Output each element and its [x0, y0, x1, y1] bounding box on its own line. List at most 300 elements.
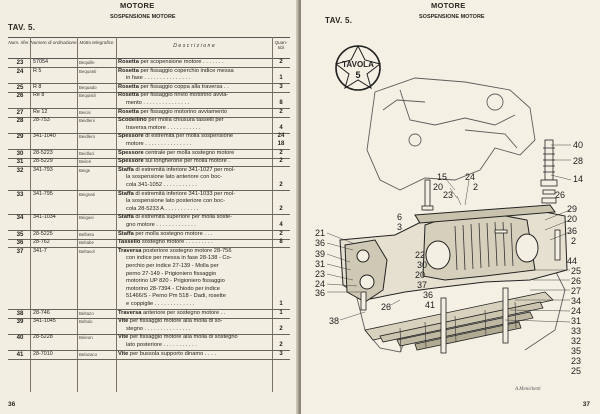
- table-row: [8, 167, 290, 190]
- callout-number: 23: [315, 269, 326, 279]
- part-number: 26: [16, 92, 24, 100]
- description-line: [116, 214, 272, 222]
- description-line: [116, 248, 272, 256]
- part-quantity: [272, 334, 290, 349]
- callout-number: 44: [567, 256, 578, 266]
- table-row: [8, 239, 290, 247]
- description-text: gno motore . . . . . . . . . . . . .: [126, 221, 196, 228]
- part-number: 23: [16, 59, 24, 66]
- description-text: la sospensione lato posteriore con boc-: [126, 198, 225, 205]
- part-quantity: [272, 214, 290, 229]
- part-description: [116, 191, 272, 214]
- order-code: 28-746: [33, 309, 50, 316]
- description-term: Rosetta: [118, 92, 139, 99]
- callout-number: 33: [571, 326, 582, 336]
- callout-number: 2: [571, 236, 577, 246]
- callout-number: 40: [573, 140, 584, 150]
- part-quantity: [272, 310, 290, 318]
- description-text: centrale per molla sostegno motore: [143, 149, 235, 156]
- quantity-value: [272, 263, 290, 271]
- part-number: 25: [16, 83, 24, 91]
- order-code: Re 12: [33, 108, 48, 115]
- part-quantity: [272, 117, 290, 132]
- callout-number: 29: [567, 204, 578, 214]
- callout-number: 26: [381, 302, 392, 312]
- col-desc-header: D e s c r i z i o n e: [173, 43, 215, 49]
- callout-number: 23: [571, 356, 582, 366]
- telegraphic-code: Bequanti: [79, 68, 97, 74]
- right-tav-label: TAV. 5.: [325, 16, 353, 25]
- description-text: mento . . . . . . . . . . . . . . .: [126, 99, 190, 106]
- right-page: [301, 0, 600, 414]
- description-term: Scodellino: [118, 117, 147, 124]
- description-line: [116, 109, 272, 117]
- telegraphic-code: Bequistil: [79, 93, 96, 99]
- description-line: [116, 255, 272, 263]
- description-text: di estremità inferiore 341-1027 per mol-: [133, 166, 235, 173]
- quantity-value: [272, 117, 290, 125]
- left-page-header: MOTORE: [120, 1, 155, 10]
- part-number: 31: [16, 158, 24, 166]
- quantity-value: [272, 278, 290, 286]
- part-number: 24: [16, 67, 24, 75]
- telegraphic-code: Beidleni: [79, 118, 95, 124]
- description-text: in fase . . . . . . . . . . . . . . .: [126, 75, 191, 82]
- col-num-header: Num. rifer.: [8, 40, 30, 45]
- part-quantity: [272, 351, 290, 359]
- description-text: di estremità per molla sospensione: [143, 133, 234, 140]
- description-line: [116, 167, 272, 175]
- part-description: [116, 92, 272, 107]
- quantity-value: [272, 92, 290, 100]
- callout-number: 24: [465, 172, 476, 182]
- description-line: [116, 158, 272, 166]
- description-text: per fissaggio coperchio indice messa: [138, 67, 234, 74]
- col-qty-header: Quan- tità: [274, 40, 288, 51]
- callout-number: 35: [571, 346, 582, 356]
- telegraphic-code: Beltulo: [79, 319, 93, 325]
- quantity-value: 2: [279, 181, 283, 188]
- description-text: per fissaggio motorino avviamento: [138, 108, 228, 115]
- part-description: [116, 310, 272, 318]
- description-term: Spessore: [118, 158, 144, 165]
- left-page-number: 36: [8, 401, 16, 408]
- description-text: stegno . . . . . . . . . . . . . . .: [126, 325, 191, 332]
- description-line: [116, 84, 272, 92]
- description-text: di estremità inferiore 341-1033 per mol-: [133, 190, 235, 197]
- table-row: [8, 231, 290, 239]
- left-page-subheader: SOSPENSIONE MOTORE: [110, 14, 176, 20]
- callout-number: 2: [473, 182, 479, 192]
- order-code: 28-7010: [33, 350, 53, 357]
- description-line: [116, 117, 272, 125]
- part-quantity: [272, 231, 290, 239]
- description-term: Rosetta: [118, 67, 139, 74]
- telegraphic-code: Beige: [79, 167, 91, 173]
- quantity-value: 24: [277, 133, 285, 140]
- callout-number: 23: [443, 190, 454, 200]
- callout-number: 27: [571, 286, 582, 296]
- part-number: 27: [16, 108, 24, 116]
- table-row: [8, 310, 290, 318]
- quantity-value: [272, 191, 290, 199]
- part-description: [116, 150, 272, 158]
- order-code: 341-793: [33, 166, 53, 173]
- callout-number: 3: [397, 222, 403, 232]
- quantity-value: 2: [279, 230, 283, 237]
- order-code: 341-7: [33, 247, 47, 254]
- telegraphic-code: Bequille: [79, 60, 95, 65]
- order-code: 341-795: [33, 190, 53, 197]
- description-term: Vite: [118, 350, 129, 357]
- callout-number: 22: [415, 250, 426, 260]
- description-line: [116, 293, 272, 301]
- part-quantity: [272, 109, 290, 117]
- description-text: motorino UP 820 - Prigioniero fissaggio: [126, 278, 225, 285]
- description-term: Staffa: [118, 190, 134, 197]
- description-text: lato posteriore . . . . . . . . . . .: [126, 341, 197, 348]
- part-quantity: [272, 167, 290, 190]
- badge-word: TAVOLA: [342, 60, 374, 69]
- part-description: [116, 214, 272, 229]
- quantity-value: 2: [279, 341, 283, 348]
- order-code: 28-5225: [33, 230, 53, 237]
- quantity-value: 8: [279, 239, 283, 246]
- order-code: 28-5223: [33, 149, 53, 156]
- part-description: [116, 231, 272, 239]
- description-text: per fissaggio coppa alla traversa . .: [138, 83, 229, 90]
- part-number: 38: [16, 309, 24, 317]
- table-row: [8, 214, 290, 229]
- table-row: [8, 92, 290, 107]
- part-quantity: [272, 239, 290, 247]
- tavola-badge: [336, 46, 380, 90]
- quantity-value: 4: [279, 124, 283, 131]
- description-line: [116, 271, 272, 279]
- description-text: con indice per messa in fase 28-138 - Co-: [126, 255, 232, 262]
- description-text: la sospensione lato anteriore con boc-: [126, 174, 223, 181]
- description-text: per molla sostegno motore . . .: [133, 230, 213, 237]
- quantity-value: 2: [279, 108, 283, 115]
- description-term: Tassello: [118, 239, 141, 246]
- telegraphic-code: Beignati: [79, 191, 95, 197]
- part-quantity: [272, 191, 290, 214]
- description-line: [116, 174, 272, 182]
- part-description: [116, 59, 272, 67]
- callout-number: 36: [423, 290, 434, 300]
- table-row: [8, 84, 290, 92]
- description-line: [116, 68, 272, 76]
- description-text: posteriore sostegno motore 28-756: [141, 247, 232, 254]
- engine-suspension-drawing: [305, 30, 595, 400]
- order-code: Re 8: [33, 92, 45, 99]
- description-line: [116, 125, 272, 133]
- part-quantity: [272, 150, 290, 158]
- telegraphic-code: Belazaco: [79, 351, 98, 357]
- callout-number: 38: [329, 316, 340, 326]
- callout-number: 36: [315, 288, 326, 298]
- description-text: per fissaggio motore alla molla di sostegno: [128, 334, 238, 341]
- description-text: cola 28-5233 A . . . . . . . . . . .: [126, 205, 199, 212]
- traverse-assembly: [340, 205, 567, 302]
- description-line: [116, 231, 272, 239]
- part-quantity: [272, 158, 290, 166]
- telegraphic-code: Beidluci: [79, 150, 95, 156]
- table-row: [8, 351, 290, 359]
- quantity-value: [272, 68, 290, 76]
- callout-number: 34: [571, 296, 582, 306]
- description-term: Rosetta: [118, 83, 139, 90]
- telegraphic-code: Beidlero: [79, 134, 96, 140]
- description-term: Staffa: [118, 214, 134, 221]
- description-line: [116, 92, 272, 100]
- description-text: sostegno motore . . . . . . . . .: [140, 239, 213, 246]
- description-text: 51466/S - Perno Pm 518 - Dadi, rosette: [126, 293, 226, 300]
- telegraphic-code: Beltabe: [79, 240, 94, 246]
- callout-number: 41: [425, 300, 436, 310]
- right-page-header: MOTORE: [431, 1, 466, 10]
- part-number: 37: [16, 247, 24, 255]
- part-quantity: [272, 92, 290, 107]
- part-description: [116, 334, 272, 349]
- order-code: 28-753: [33, 117, 50, 124]
- quantity-value: 1: [279, 300, 283, 307]
- table-row: [8, 68, 290, 83]
- col-mark-header: Motto telegrafico: [79, 40, 114, 45]
- description-text: per fissaggio motore alla molla di so-: [128, 318, 223, 325]
- part-quantity: [272, 84, 290, 92]
- description-line: [116, 326, 272, 334]
- leaf-spring: [365, 292, 553, 352]
- quantity-value: 2: [279, 205, 283, 212]
- callout-number: 25: [571, 366, 582, 376]
- part-description: [116, 351, 272, 359]
- table-row: [8, 59, 290, 67]
- description-line: [116, 150, 272, 158]
- description-text: per fissaggio rinvio motorino avvia-: [138, 92, 229, 99]
- table-row: [8, 117, 290, 132]
- callout-number: 14: [573, 174, 584, 184]
- callout-number: 28: [573, 156, 584, 166]
- part-number: 39: [16, 318, 24, 326]
- callout-number: 32: [571, 336, 582, 346]
- callout-number: 39: [315, 249, 326, 259]
- quantity-value: [272, 198, 290, 206]
- quantity-value: 3: [279, 350, 283, 357]
- callout-number: 36: [315, 238, 326, 248]
- row-divider: [8, 359, 290, 360]
- part-number: 33: [16, 190, 24, 198]
- description-line: [116, 100, 272, 108]
- right-page-number: 37: [582, 401, 590, 408]
- table-row: [8, 133, 290, 148]
- quantity-value: 1: [279, 309, 283, 316]
- part-description: [116, 318, 272, 333]
- callout-number: 20: [567, 214, 578, 224]
- part-quantity: [272, 133, 290, 148]
- callout-number: 24: [315, 279, 326, 289]
- part-description: [116, 117, 272, 132]
- quantity-value: [272, 214, 290, 222]
- table-row: [8, 109, 290, 117]
- description-term: Rosetta: [118, 59, 139, 65]
- quantity-value: [272, 167, 290, 175]
- callout-number: 36: [567, 226, 578, 236]
- description-text: motorino 28-7394 - Chiodo per indice: [126, 285, 220, 292]
- quantity-value: [272, 271, 290, 279]
- part-number: 29: [16, 133, 24, 141]
- quantity-value: [272, 334, 290, 342]
- callout-number: 25: [571, 266, 582, 276]
- telegraphic-code: Belbeta: [79, 231, 94, 237]
- quantity-value: 18: [277, 140, 285, 147]
- description-line: [116, 301, 272, 309]
- description-line: [116, 206, 272, 214]
- telegraphic-code: Beiguei: [79, 215, 94, 221]
- description-term: Rosetta: [118, 108, 139, 115]
- description-line: [116, 182, 272, 190]
- quantity-value: [272, 293, 290, 301]
- description-term: Traversa: [118, 247, 142, 254]
- callout-number: 20: [433, 182, 444, 192]
- description-line: [116, 59, 272, 67]
- description-text: e coppiglie . . . . . . . . . . . . .: [126, 300, 195, 307]
- quantity-value: [272, 248, 290, 256]
- part-quantity: [272, 59, 290, 67]
- telegraphic-code: Beileri: [79, 159, 92, 165]
- quantity-value: [272, 174, 290, 182]
- description-text: di estremità superiore per molla soste-: [133, 214, 233, 221]
- description-line: [116, 198, 272, 206]
- callout-number: 37: [417, 280, 428, 290]
- part-description: [116, 167, 272, 190]
- callout-number: 6: [397, 212, 403, 222]
- part-description: [116, 248, 272, 309]
- quantity-value: [272, 318, 290, 326]
- quantity-value: 2: [279, 149, 283, 156]
- quantity-value: 8: [279, 99, 283, 106]
- description-line: [116, 278, 272, 286]
- order-code: 57054: [33, 59, 48, 65]
- description-line: [116, 75, 272, 83]
- part-quantity: [272, 318, 290, 333]
- part-number: 32: [16, 166, 24, 174]
- description-term: Spessore: [118, 133, 144, 140]
- order-code: 341-1045: [33, 318, 56, 325]
- description-line: [116, 133, 272, 141]
- table-header: [8, 37, 290, 59]
- part-description: [116, 239, 272, 247]
- part-number: 34: [16, 214, 24, 222]
- part-description: [116, 68, 272, 83]
- callout-number: 21: [315, 228, 326, 238]
- order-code: 28-5228: [33, 334, 53, 341]
- description-term: Vite: [118, 318, 129, 325]
- description-text: cola 341-1052 . . . . . . . . . . .: [126, 181, 197, 188]
- description-text: per molla chiusura tasselli per: [146, 117, 224, 124]
- table-row: [8, 158, 290, 166]
- table-row: [8, 334, 290, 349]
- quantity-value: 2: [279, 158, 283, 165]
- description-text: anteriore per sostegno motore . .: [141, 309, 226, 316]
- description-term: Traversa: [118, 309, 142, 316]
- order-code: 341-1040: [33, 133, 56, 140]
- telegraphic-code: Bequado: [79, 84, 97, 90]
- order-code: 341-1034: [33, 214, 56, 221]
- artist-signature: A.Menichetti: [515, 387, 541, 392]
- part-number: 30: [16, 149, 24, 157]
- callout-number: 20: [415, 270, 426, 280]
- badge-number: 5: [355, 70, 361, 80]
- order-code: R 8: [33, 83, 42, 90]
- telegraphic-code: Beicis: [79, 109, 91, 115]
- description-line: [116, 263, 272, 271]
- description-line: [116, 342, 272, 350]
- table-row: [8, 248, 290, 309]
- callout-number: 31: [571, 316, 582, 326]
- part-number: 28: [16, 117, 24, 125]
- part-description: [116, 84, 272, 92]
- description-line: [116, 310, 272, 318]
- quantity-value: [272, 255, 290, 263]
- description-line: [116, 239, 272, 247]
- part-description: [116, 133, 272, 148]
- right-page-subheader: SOSPENSIONE MOTORE: [419, 14, 485, 20]
- description-text: per scopensione motore . . . . . . .: [138, 59, 224, 65]
- quantity-value: 4: [279, 221, 283, 228]
- left-page: [0, 0, 299, 414]
- quantity-value: 3: [279, 83, 283, 90]
- description-text: motore . . . . . . . . . . . . . . .: [126, 140, 192, 147]
- callout-number: 26: [571, 276, 582, 286]
- callout-number: 30: [417, 260, 428, 270]
- part-number: 35: [16, 230, 24, 238]
- quantity-value: 2: [279, 59, 283, 65]
- quantity-value: [272, 286, 290, 294]
- description-line: [116, 318, 272, 326]
- part-number: 40: [16, 334, 24, 342]
- description-line: [116, 141, 272, 149]
- col-code-header: Numero di ordinazione: [30, 40, 77, 45]
- part-quantity: [272, 68, 290, 83]
- part-description: [116, 109, 272, 117]
- quantity-value: 1: [279, 75, 283, 82]
- table-row: [8, 318, 290, 333]
- quantity-value: 2: [279, 325, 283, 332]
- order-code: 28-762: [33, 239, 50, 246]
- table-row: [8, 191, 290, 214]
- order-code: R 5: [33, 67, 42, 74]
- table-row: [8, 150, 290, 158]
- description-line: [116, 286, 272, 294]
- description-line: [116, 222, 272, 230]
- telegraphic-code: Beltazo: [79, 310, 94, 316]
- telegraphic-code: Beltavol: [79, 248, 95, 254]
- callout-number: 26: [555, 190, 566, 200]
- part-number: 41: [16, 350, 24, 358]
- callout-number: 15: [437, 172, 448, 182]
- description-text: per bussola supporto dinamo . . . .: [128, 350, 216, 357]
- callout-number: 24: [571, 306, 582, 316]
- description-line: [116, 334, 272, 342]
- description-text: traversa motore . . . . . . . . . . .: [126, 124, 201, 131]
- description-text: sul longherone per molla motore .: [143, 158, 230, 165]
- description-text: perchio per indice 27-139 - Molla per: [126, 262, 219, 269]
- description-line: [116, 191, 272, 199]
- left-tav-label: TAV. 5.: [8, 23, 36, 32]
- part-number: 36: [16, 239, 24, 247]
- telegraphic-code: Beleon: [79, 335, 93, 341]
